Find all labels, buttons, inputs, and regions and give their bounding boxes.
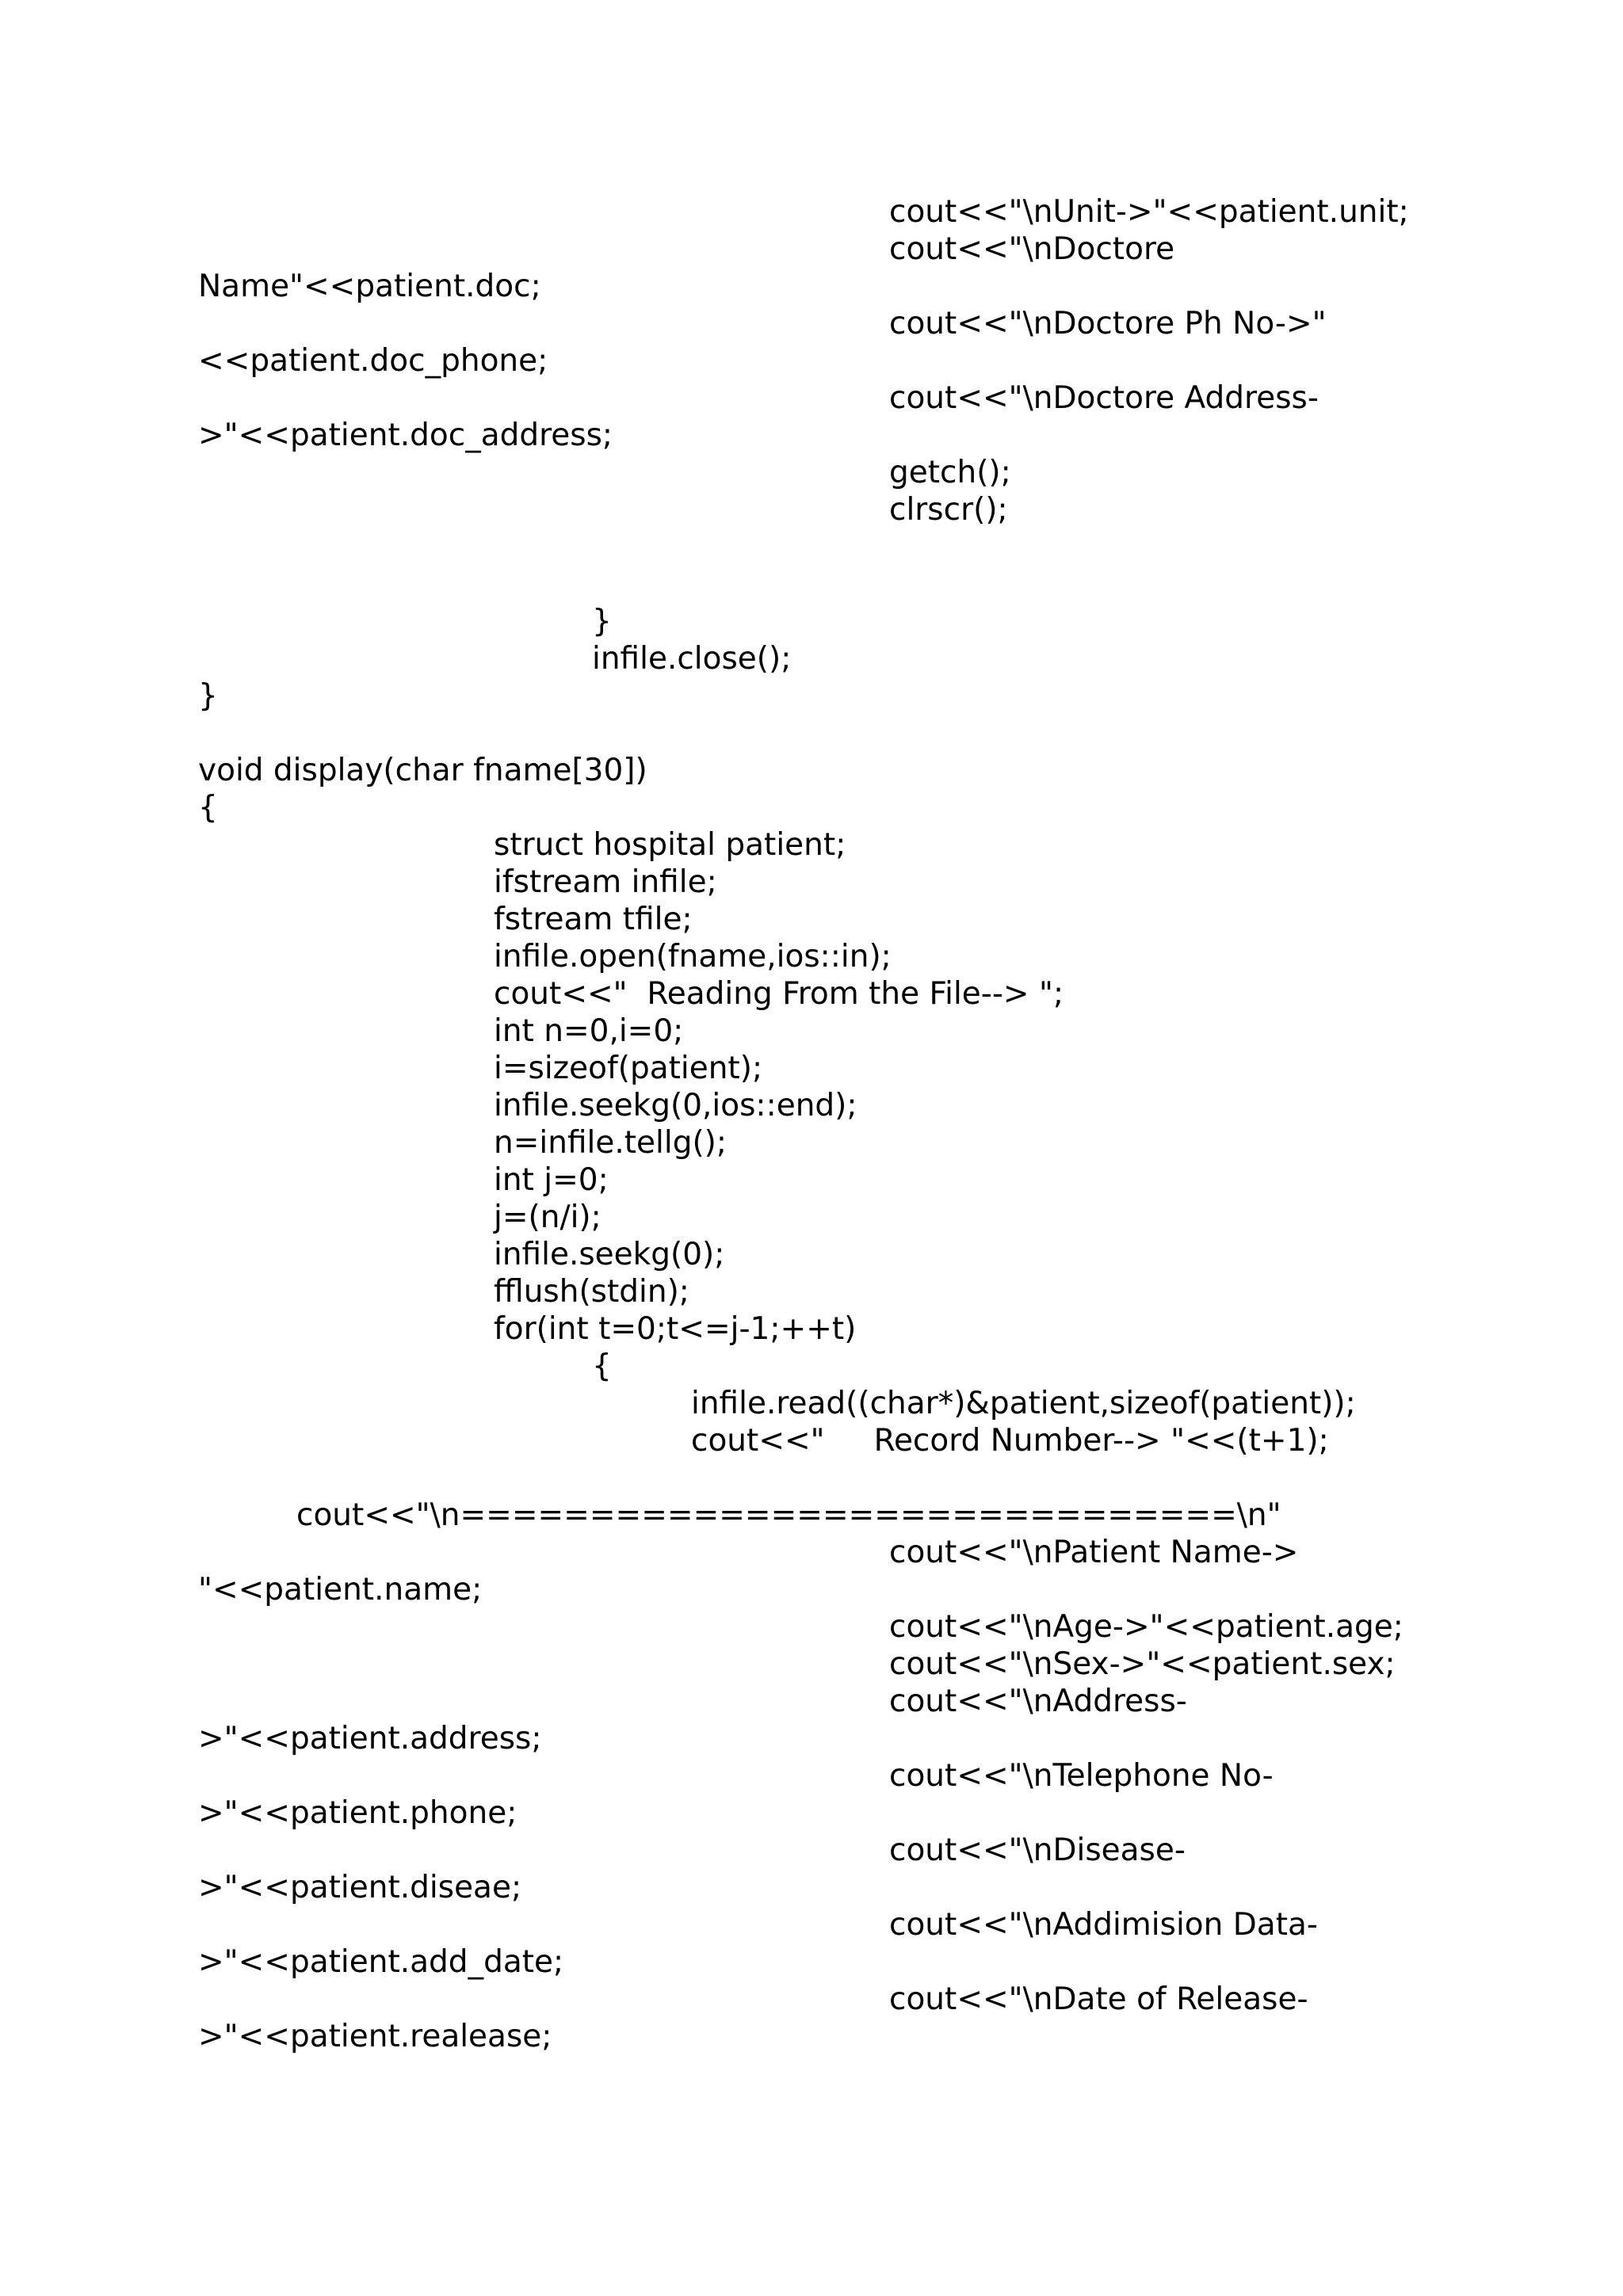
code-line: {	[198, 790, 218, 826]
code-line: cout<<"\n==============================\n"	[296, 1497, 1281, 1533]
code-line: >"<<patient.phone;	[198, 1795, 517, 1831]
code-line: struct hospital patient;	[494, 827, 846, 863]
code-line: i=sizeof(patient);	[494, 1051, 763, 1086]
code-line: cout<<"\nDisease-	[889, 1833, 1186, 1868]
code-line: cout<<"\nAddimision Data-	[889, 1907, 1318, 1943]
code-line: for(int t=0;t<=j-1;++t)	[494, 1311, 857, 1347]
code-line: <<patient.doc_phone;	[198, 343, 548, 379]
code-line: cout<<"\nDate of Release-	[889, 1981, 1308, 2017]
code-line: cout<<" Reading From the File--> ";	[494, 976, 1064, 1012]
code-line: int j=0;	[494, 1162, 609, 1198]
code-line: cout<<"\nDoctore Address-	[889, 380, 1319, 416]
code-line: fflush(stdin);	[494, 1274, 689, 1310]
code-line: }	[592, 604, 612, 639]
code-line: infile.seekg(0,ios::end);	[494, 1088, 857, 1123]
code-line: getch();	[889, 455, 1011, 490]
code-line: cout<<"\nPatient Name->	[889, 1535, 1299, 1570]
code-line: Name"<<patient.doc;	[198, 269, 541, 304]
code-line: cout<<"\nDoctore	[889, 231, 1175, 267]
code-line: >"<<patient.diseae;	[198, 1870, 522, 1905]
code-line: void display(char fname[30])	[198, 753, 647, 788]
code-line: n=infile.tellg();	[494, 1125, 727, 1161]
code-line: }	[198, 678, 218, 714]
code-line: >"<<patient.address;	[198, 1721, 542, 1756]
code-line: cout<<"\nSex->"<<patient.sex;	[889, 1646, 1396, 1682]
code-line: fstream tfile;	[494, 902, 693, 937]
code-line: cout<<"\nAge->"<<patient.age;	[889, 1609, 1403, 1645]
code-line: >"<<patient.add_date;	[198, 1944, 564, 1980]
code-line: >"<<patient.doc_address;	[198, 418, 613, 453]
code-line: ifstream infile;	[494, 864, 717, 900]
code-line: infile.read((char*)&patient,sizeof(patient));	[691, 1386, 1356, 1421]
code-line: int n=0,i=0;	[494, 1013, 684, 1049]
code-line: >"<<patient.realease;	[198, 2019, 552, 2054]
code-line: clrscr();	[889, 492, 1008, 528]
code-line: {	[592, 1348, 612, 1384]
code-line: "<<patient.name;	[198, 1572, 483, 1608]
code-line: cout<<"\nUnit->"<<patient.unit;	[889, 194, 1409, 230]
code-line: cout<<" Record Number--> "<<(t+1);	[691, 1423, 1329, 1459]
code-line: cout<<"\nAddress-	[889, 1684, 1187, 1719]
code-line: j=(n/i);	[494, 1199, 601, 1235]
code-line: infile.seekg(0);	[494, 1237, 725, 1272]
code-line: cout<<"\nDoctore Ph No->"	[889, 306, 1327, 341]
code-line: cout<<"\nTelephone No-	[889, 1758, 1274, 1794]
code-line: infile.close();	[592, 641, 792, 677]
code-line: infile.open(fname,ios::in);	[494, 939, 892, 974]
